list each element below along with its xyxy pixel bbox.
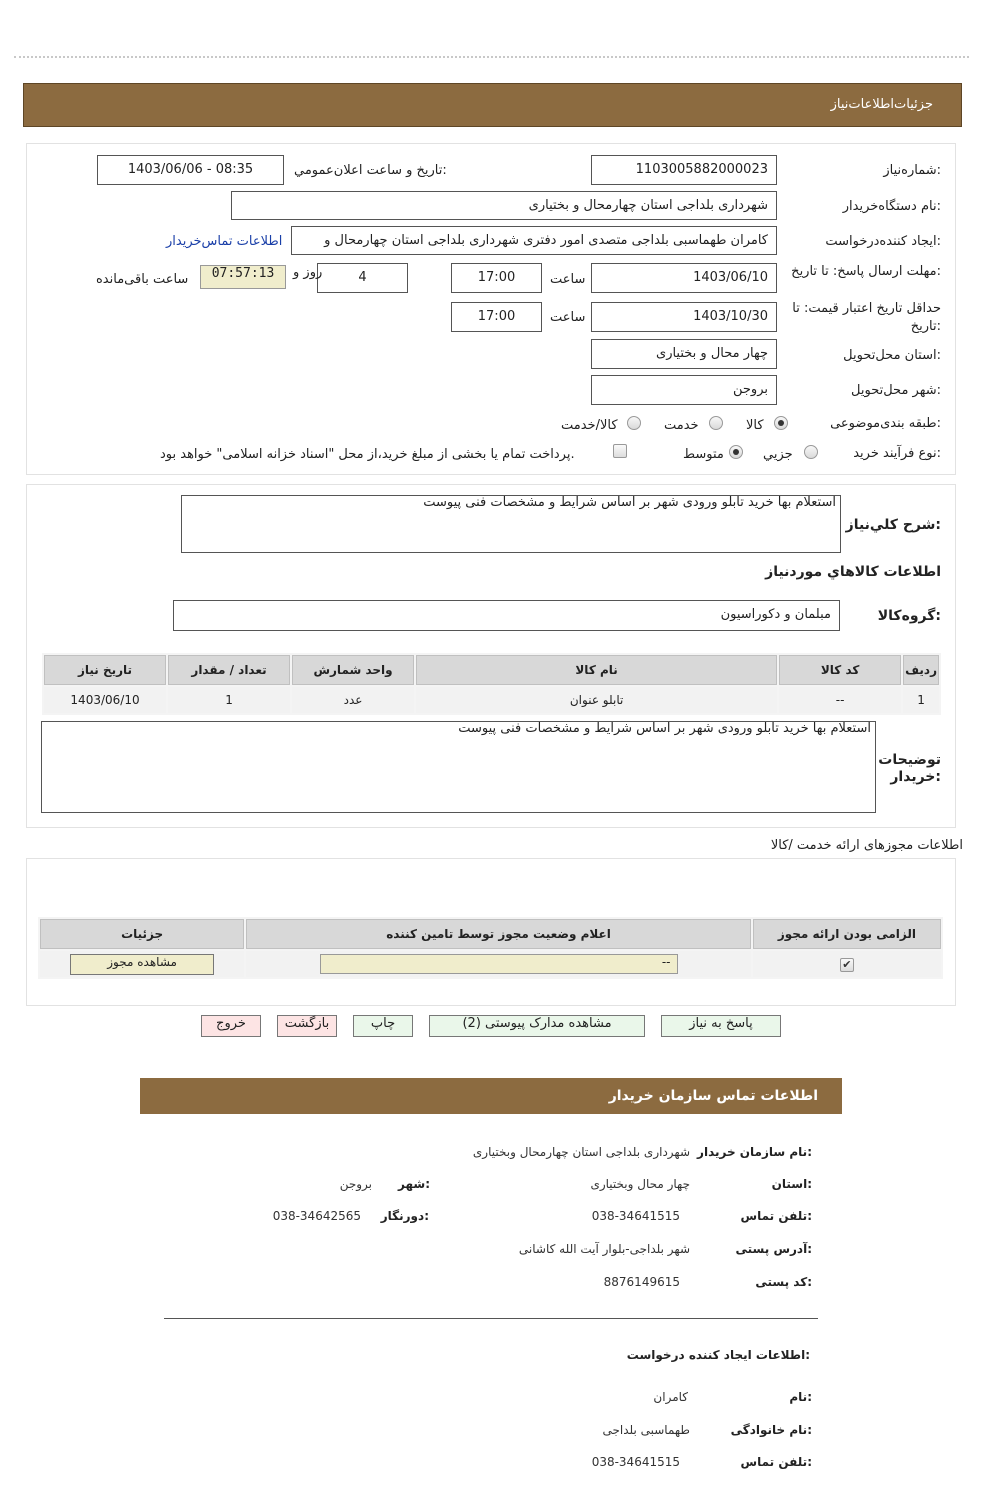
contact-title: اطلاعات تماس سازمان خریدار <box>608 1088 818 1104</box>
cell-permit-details <box>40 951 244 977</box>
buyer-notes-label: توضيحات خريدار: <box>878 752 941 785</box>
buyer-org-field: شهرداری بلداجی استان چهارمحال و بختیاری <box>231 191 777 220</box>
goods-group-field: مبلمان و دکوراسیون <box>173 600 840 631</box>
contact-phone-label: تلفن تماس: <box>740 1209 812 1223</box>
view-permit-button[interactable]: مشاهده مجوز <box>70 954 214 975</box>
treasury-note: پرداخت تمام يا بخشی از مبلغ خريد،از محل "اسناد خزانه اسلامی" خواهد بود. <box>160 447 575 462</box>
validity-date-field: 1403/10/30 <box>591 302 777 332</box>
announce-label: تاريخ و ساعت اعلان‌عمومي: <box>294 163 447 178</box>
print-button[interactable]: چاپ <box>353 1015 413 1037</box>
goods-info-title: اطلاعات کالاهاي مورد‌نياز <box>765 564 941 580</box>
purchase-type-label: نوع فرآيند خريد: <box>853 446 941 461</box>
creator-name-value: کامران <box>653 1390 688 1404</box>
cell-code: -- <box>779 687 901 713</box>
need-number-field: 1103005882000023 <box>591 155 777 185</box>
remaining-label: ساعت باقی‌مانده <box>96 272 189 287</box>
contact-divider <box>164 1318 818 1319</box>
contact-phone-value: 038-34641515 <box>591 1209 680 1223</box>
contact-postal-value: 8876149615 <box>603 1275 680 1289</box>
purchase-medium-label: متوسط <box>683 447 724 462</box>
validity-label: حداقل تاريخ اعتبار قيمت: تا تاريخ: <box>792 301 941 334</box>
col-code: کد کالا <box>779 655 901 685</box>
validity-time-field: 17:00 <box>451 302 542 332</box>
days-field: 4 <box>317 263 408 293</box>
creator-label: ايجاد کننده‌درخواست: <box>825 234 941 249</box>
cell-permit-required <box>753 951 941 977</box>
col-unit: واحد شمارش <box>292 655 414 685</box>
validity-time-label: ساعت <box>550 310 586 325</box>
goods-group-label: گروه‌کالا: <box>877 608 941 624</box>
table-row <box>40 951 941 977</box>
top-divider <box>14 56 969 58</box>
purchase-medium-radio[interactable] <box>729 445 743 459</box>
goods-table <box>42 653 941 715</box>
cell-qty: 1 <box>168 687 290 713</box>
creator-field: کامران طهماسبی بلداجی متصدی امور دفتری شهرداری بلداجی استان چهارمحال و <box>291 226 777 255</box>
contact-fax-value: 038-34642565 <box>272 1209 361 1223</box>
category-goods-radio[interactable] <box>774 416 788 430</box>
col-row: رديف <box>903 655 939 685</box>
contact-address-label: آدرس پستی: <box>735 1242 812 1256</box>
category-service-label: خدمت <box>664 418 699 433</box>
days-label: روز و <box>293 265 323 280</box>
buyer-notes-textarea: استعلام بها خرید تابلو ورودی شهر بر اساس شرایط و مشخصات فنی پیوست <box>41 721 876 813</box>
province-label: استان محل‌تحويل: <box>843 348 941 363</box>
attachments-button[interactable]: مشاهده مدارک پیوستی (2) <box>429 1015 645 1037</box>
buyer-org-label: نام دستگاه‌خريدار: <box>842 199 941 214</box>
deadline-time-field: 17:00 <box>451 263 542 293</box>
col-name: نام کالا <box>416 655 777 685</box>
city-label: شهر محل‌تحويل: <box>851 383 941 398</box>
treasury-checkbox[interactable] <box>613 444 627 458</box>
deadline-label: مهلت ارسال پاسخ: تا تاريخ: <box>791 264 941 279</box>
contact-org-value: شهرداری بلداجی استان چهارمحال وبختیاری <box>472 1145 690 1159</box>
purchase-minor-label: جزيي <box>763 447 793 462</box>
goods-table-header <box>44 655 939 685</box>
summary-label: شرح کلي‌نياز: <box>845 517 941 533</box>
creator-info-title: اطلاعات ایجاد کننده درخواست: <box>626 1348 810 1362</box>
announce-datetime-field: 1403/06/06 - 08:35 <box>97 155 284 185</box>
col-qty: تعداد / مقدار <box>168 655 290 685</box>
contact-province-value: چهار محال وبختیاری <box>590 1177 690 1191</box>
category-service-radio[interactable] <box>709 416 723 430</box>
col-date: تاريخ نياز <box>44 655 166 685</box>
col-permit-details: جزئیات <box>40 919 244 949</box>
contact-org-label: نام سازمان خریدار: <box>697 1145 812 1159</box>
contact-address-value: شهر بلداجی-بلوار آیت الله کاشانی <box>518 1242 690 1256</box>
contact-fax-label: دورنگار: <box>380 1209 429 1223</box>
permit-status-field[interactable]: -- <box>320 954 678 974</box>
creator-family-label: نام خانوادگی: <box>730 1423 812 1437</box>
table-row <box>44 687 939 713</box>
purchase-minor-radio[interactable] <box>804 445 818 459</box>
reply-button[interactable]: پاسخ به نیاز <box>661 1015 781 1037</box>
permits-title: اطلاعات مجوزهای ارائه خدمت /کالا <box>770 838 963 853</box>
contact-title-bar <box>140 1078 842 1114</box>
contact-city-value: بروجن <box>339 1177 372 1191</box>
contact-province-label: استان: <box>771 1177 812 1191</box>
contact-postal-label: کد پستی: <box>755 1275 812 1289</box>
exit-button[interactable]: خروج <box>201 1015 261 1037</box>
col-permit-required: الزامی بودن ارائه مجوز <box>753 919 941 949</box>
need-number-label: شماره‌نیاز: <box>883 163 941 178</box>
cell-date: 1403/06/10 <box>44 687 166 713</box>
cell-unit: عدد <box>292 687 414 713</box>
province-field: چهار محال و بختیاری <box>591 339 777 369</box>
page-title-bar <box>23 83 962 127</box>
col-permit-status: اعلام وضعیت مجوز توسط تامین کننده <box>246 919 751 949</box>
buyer-contact-link[interactable]: اطلاعات تماس‌خریدار <box>166 234 283 249</box>
category-label: طبقه بندی‌موضوعی: <box>830 416 941 431</box>
creator-phone-label: تلفن تماس: <box>740 1455 812 1469</box>
category-goods-label: کالا <box>746 418 764 433</box>
deadline-date-field: 1403/06/10 <box>591 263 777 293</box>
city-field: بروجن <box>591 375 777 405</box>
creator-phone-value: 038-34641515 <box>591 1455 680 1469</box>
page-title: جزئیات‌اطلاعات‌نیاز <box>830 97 933 112</box>
countdown-timer: 07:57:13 <box>200 265 286 289</box>
cell-row: 1 <box>903 687 939 713</box>
summary-textarea: استعلام بها خرید تابلو ورودی شهر بر اساس شرایط و مشخصات فنی پیوست <box>181 495 841 553</box>
category-goods-service-radio[interactable] <box>627 416 641 430</box>
cell-name: تابلو عنوان <box>416 687 777 713</box>
creator-name-label: نام: <box>789 1390 812 1404</box>
deadline-time-label: ساعت <box>550 272 586 287</box>
cell-permit-status <box>246 951 751 977</box>
permit-required-checkbox[interactable]: ✔ <box>840 958 854 972</box>
back-button[interactable]: بازگشت <box>277 1015 337 1037</box>
permits-table-header <box>40 919 941 949</box>
permits-table <box>38 917 943 979</box>
creator-family-value: طهماسبی بلداجی <box>602 1423 690 1437</box>
category-goods-service-label: کالا/خدمت <box>561 418 618 433</box>
contact-city-label: شهر: <box>398 1177 430 1191</box>
